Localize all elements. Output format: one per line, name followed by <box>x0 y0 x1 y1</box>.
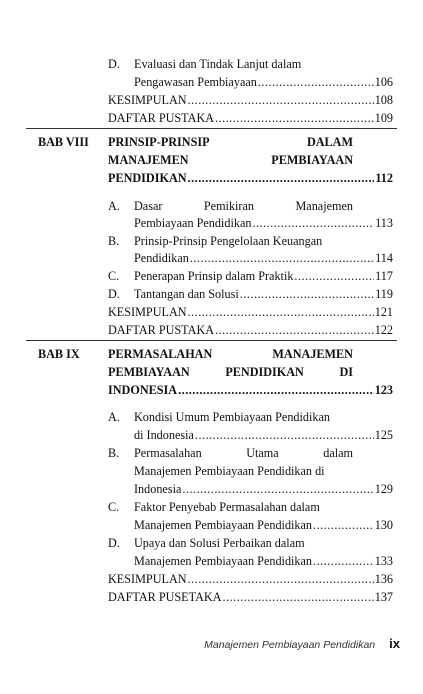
toc-page-number: 133 <box>374 554 393 568</box>
toc-item-letter: A. <box>108 199 120 213</box>
dot-leader <box>215 109 374 127</box>
divider <box>26 340 397 341</box>
chapter-number: BAB IX <box>38 347 80 361</box>
dot-leader <box>258 73 374 91</box>
toc-item-text: KESIMPULAN <box>108 305 187 319</box>
toc-item-text: Manajemen Pembiayaan Pendidikan <box>134 518 313 532</box>
dot-leader <box>178 381 374 399</box>
toc-page-number: 129 <box>374 482 393 496</box>
toc-page-number: 136 <box>374 572 393 586</box>
chapter-title-line: MANAJEMEN PEMBIAYAAN <box>108 153 353 167</box>
toc-entry[interactable] <box>134 480 393 498</box>
toc-item-letter: D. <box>108 57 120 71</box>
dot-leader <box>188 91 374 109</box>
toc-item-text: Kondisi Umum Pembiayaan Pendidikan <box>134 410 330 424</box>
dot-leader <box>223 588 374 606</box>
toc-item-text: DAFTAR PUSTAKA <box>108 323 215 337</box>
dot-leader <box>252 214 374 232</box>
toc-item-text: Faktor Penyebab Permasalahan dalam <box>134 500 320 514</box>
toc-item-text: DAFTAR PUSTAKA <box>108 111 215 125</box>
page-number: ix <box>389 636 400 651</box>
toc-page-number: 125 <box>374 428 393 442</box>
chapter-title-line: PRINSIP-PRINSIP DALAM <box>108 135 353 149</box>
toc-entry-kesimpulan[interactable] <box>108 91 393 109</box>
toc-item-text: Manajemen Pembiayaan Pendidikan di <box>134 464 325 478</box>
toc-entry[interactable] <box>134 552 393 570</box>
chapter-title: PENDIDIKAN <box>108 171 187 185</box>
toc-item-text: KESIMPULAN <box>108 93 187 107</box>
chapter-title: INDONESIA <box>108 383 178 397</box>
dot-leader <box>195 426 374 444</box>
toc-entry-daftar-pustaka[interactable] <box>108 321 393 339</box>
dot-leader <box>294 267 374 285</box>
toc-item-letter: B. <box>108 234 120 248</box>
toc-page-number: 137 <box>374 590 393 604</box>
toc-page-number: 112 <box>375 171 393 185</box>
toc-item-letter: B. <box>108 446 120 460</box>
toc-item-text: Pembiayaan Pendidikan <box>134 216 252 230</box>
toc-item-text: Permasalahan Utama dalam <box>134 446 353 460</box>
toc-item-text: Manajemen Pembiayaan Pendidikan <box>134 554 313 568</box>
toc-item-text: Prinsip-Prinsip Pengelolaan Keuangan <box>134 234 323 248</box>
toc-entry[interactable] <box>134 285 393 303</box>
dot-leader <box>188 303 374 321</box>
toc-item-text: KESIMPULAN <box>108 572 187 586</box>
chapter-title-line: PEMBIAYAAN PENDIDIKAN DI <box>108 365 353 379</box>
toc-item-text: DAFTAR PUSETAKA <box>108 590 222 604</box>
dot-leader <box>240 285 374 303</box>
dot-leader <box>215 321 374 339</box>
toc-entry[interactable] <box>134 267 393 285</box>
dot-leader <box>190 249 374 267</box>
toc-page-number: 106 <box>374 75 393 89</box>
toc-item-text: Indonesia <box>134 482 182 496</box>
toc-page-number: 121 <box>374 305 393 319</box>
toc-page-number: 113 <box>375 216 393 230</box>
toc-page-number: 130 <box>374 518 393 532</box>
toc-page-number: 114 <box>375 251 393 265</box>
toc-entry[interactable] <box>134 426 393 444</box>
toc-entry-daftar-pustaka[interactable] <box>108 109 393 127</box>
toc-entry[interactable] <box>134 516 393 534</box>
toc-entry[interactable] <box>134 214 393 232</box>
toc-chapter-entry[interactable] <box>108 169 393 187</box>
page-footer <box>160 636 400 651</box>
divider <box>26 128 397 129</box>
chapter-title-line: PERMASALAHAN MANAJEMEN <box>108 347 353 361</box>
toc-entry[interactable] <box>134 249 393 267</box>
chapter-number: BAB VIII <box>38 135 89 149</box>
toc-item-text: Upaya dan Solusi Perbaikan dalam <box>134 536 305 550</box>
toc-chapter-entry[interactable] <box>108 381 393 399</box>
dot-leader <box>313 516 374 534</box>
toc-item-letter: C. <box>108 500 120 514</box>
toc-entry[interactable] <box>134 73 393 91</box>
toc-item-letter: D. <box>108 287 120 301</box>
dot-leader <box>188 570 374 588</box>
toc-item-text: di Indonesia <box>134 428 194 442</box>
dot-leader <box>182 480 373 498</box>
toc-item-text: Evaluasi dan Tindak Lanjut dalam <box>134 57 302 71</box>
toc-item-text: Penerapan Prinsip dalam Praktik <box>134 269 294 283</box>
toc-item-text: Dasar Pemikiran Manajemen <box>134 199 353 213</box>
toc-item-letter: C. <box>108 269 120 283</box>
toc-page-number: 117 <box>375 269 393 283</box>
running-title: Manajemen Pembiayaan Pendidikan <box>204 639 376 651</box>
toc-item-text: Tantangan dan Solusi <box>134 287 239 301</box>
toc-item-text: Pendidikan <box>134 251 189 265</box>
toc-item-letter: D. <box>108 536 120 550</box>
toc-entry-kesimpulan[interactable] <box>108 570 393 588</box>
toc-item-text: Pengawasan Pembiayaan <box>134 75 257 89</box>
dot-leader <box>188 169 375 187</box>
toc-item-letter: A. <box>108 410 120 424</box>
toc-entry-daftar-pustaka[interactable] <box>108 588 393 606</box>
toc-page-number: 119 <box>375 287 393 301</box>
toc-page-number: 122 <box>374 323 393 337</box>
toc-page-number: 123 <box>374 383 393 397</box>
toc-page-number: 109 <box>374 111 393 125</box>
toc-page-number: 108 <box>374 93 393 107</box>
toc-entry-kesimpulan[interactable] <box>108 303 393 321</box>
dot-leader <box>313 552 374 570</box>
